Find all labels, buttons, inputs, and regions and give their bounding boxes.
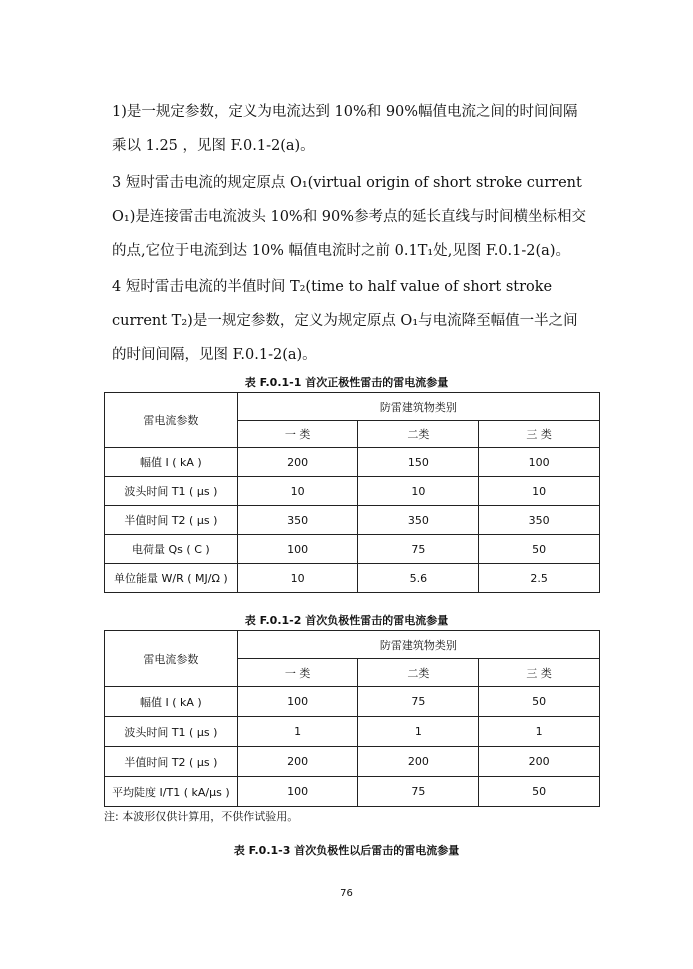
cell-value: 75 [358, 535, 479, 564]
row-label: 电荷量 Qs ( C ) [105, 535, 238, 564]
cell-value: 200 [237, 448, 358, 477]
row-label: 单位能量 W/R ( MJ/Ω ) [105, 564, 238, 593]
param-header: 雷电流参数 [105, 631, 238, 687]
cell-value: 1 [358, 717, 479, 747]
row-label: 半值时间 T2 ( μs ) [105, 506, 238, 535]
table-row [105, 777, 600, 807]
class-2-header: 二类 [358, 421, 479, 448]
cell-value: 150 [358, 448, 479, 477]
cell-value: 50 [479, 777, 600, 807]
table-row [105, 448, 600, 477]
paragraph-line: 3 短时雷击电流的规定原点 O₁(virtual origin of short stroke current [112, 175, 582, 191]
cell-value: 1 [237, 717, 358, 747]
paragraph-line: 乘以 1.25 ，见图 F.0.1-2(a)。 [112, 138, 315, 154]
paragraph-line: O₁)是连接雷击电流波头 10%和 90%参考点的延长直线与时间横坐标相交 [112, 209, 587, 225]
class-3-header: 三 类 [479, 659, 600, 687]
group-header: 防雷建筑物类别 [237, 393, 599, 421]
cell-value: 200 [479, 747, 600, 777]
cell-value: 100 [237, 535, 358, 564]
row-label: 平均陡度 I/T1 ( kA/μs ) [105, 777, 238, 807]
table-row [105, 477, 600, 506]
paragraph-line: 1)是一规定参数，定义为电流达到 10%和 90%幅值电流之间的时间间隔 [112, 104, 578, 120]
row-label: 半值时间 T2 ( μs ) [105, 747, 238, 777]
class-3-header: 三 类 [479, 421, 600, 448]
row-label: 波头时间 T1 ( μs ) [105, 477, 238, 506]
cell-value: 350 [479, 506, 600, 535]
cell-value: 350 [237, 506, 358, 535]
table-1 [104, 392, 600, 593]
table-row [105, 717, 600, 747]
table-row [105, 535, 600, 564]
row-label: 幅值 I ( kA ) [105, 448, 238, 477]
cell-value: 200 [237, 747, 358, 777]
table-row [105, 564, 600, 593]
table-2-caption: 表 F.0.1-2 首次负极性雷击的雷电流参量 [244, 614, 449, 627]
cell-value: 200 [358, 747, 479, 777]
cell-value: 100 [479, 448, 600, 477]
table-3-caption: 表 F.0.1-3 首次负极性以后雷击的雷电流参量 [233, 844, 460, 857]
cell-value: 10 [479, 477, 600, 506]
paragraph-1 [112, 95, 602, 163]
param-header: 雷电流参数 [105, 393, 238, 448]
table-2 [104, 630, 600, 807]
row-label: 幅值 I ( kA ) [105, 687, 238, 717]
cell-value: 2.5 [479, 564, 600, 593]
paragraph-line: 4 短时雷击电流的半值时间 T₂(time to half value of short stroke [112, 279, 553, 295]
table-1-caption: 表 F.0.1-1 首次正极性雷击的雷电流参量 [244, 376, 449, 389]
paragraph-3 [112, 270, 602, 372]
row-label: 波头时间 T1 ( μs ) [105, 717, 238, 747]
cell-value: 75 [358, 777, 479, 807]
group-header: 防雷建筑物类别 [237, 631, 599, 659]
cell-value: 50 [479, 687, 600, 717]
paragraph-2 [112, 166, 602, 268]
table-row [105, 747, 600, 777]
class-2-header: 二类 [358, 659, 479, 687]
cell-value: 75 [358, 687, 479, 717]
cell-value: 1 [479, 717, 600, 747]
class-1-header: 一 类 [237, 659, 358, 687]
cell-value: 50 [479, 535, 600, 564]
cell-value: 100 [237, 687, 358, 717]
paragraph-line: current T₂)是一规定参数，定义为规定原点 O₁与电流降至幅值一半之间 [112, 313, 578, 329]
page-number: 76 [340, 888, 353, 899]
cell-value: 350 [358, 506, 479, 535]
table-2-note: 注: 本波形仅供计算用，不供作试验用。 [104, 810, 299, 823]
cell-value: 10 [237, 477, 358, 506]
cell-value: 10 [237, 564, 358, 593]
cell-value: 100 [237, 777, 358, 807]
table-row [105, 506, 600, 535]
table-row [105, 687, 600, 717]
paragraph-line: 的时间间隔，见图 F.0.1-2(a)。 [112, 347, 317, 363]
paragraph-line: 的点,它位于电流到达 10% 幅值电流时之前 0.1T₁处,见图 F.0.1-2(a)。 [112, 243, 570, 259]
class-1-header: 一 类 [237, 421, 358, 448]
cell-value: 5.6 [358, 564, 479, 593]
cell-value: 10 [358, 477, 479, 506]
